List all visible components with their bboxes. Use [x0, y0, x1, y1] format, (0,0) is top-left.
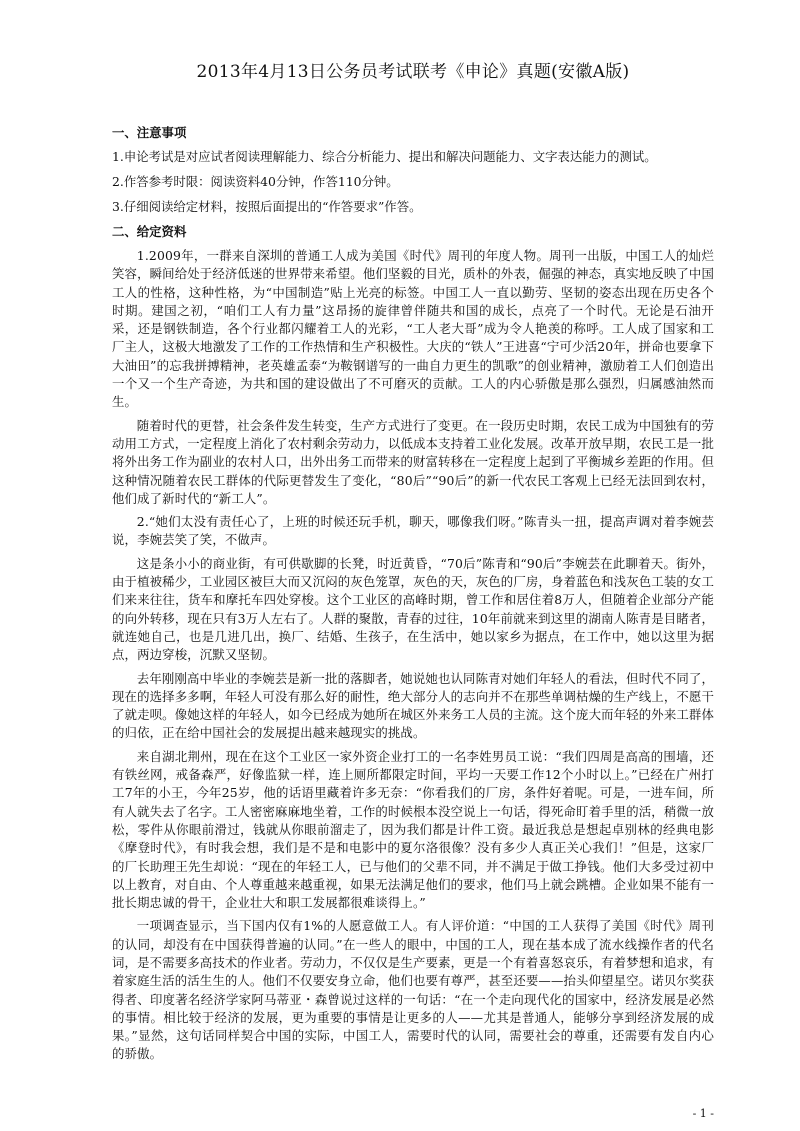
notice-item-1: 1.申论考试是对应试者阅读理解能力、综合分析能力、提出和解决问题能力、文字表达能力的测试。 [112, 149, 657, 164]
material-paragraph-1: 1.2009年，一群来自深圳的普通工人成为美国《时代》周刊的年度人物。周刊一出版，中国工人的灿烂笑容，瞬间给处于经济低迷的世界带来希望。他们坚毅的目光，质朴的外表，倔强的神态，真实地反映了中国工人的性格，这种性格，为“中国制造”贴上光亮的标签。中国工人一直以勤劳、坚韧的姿态出现在历史各个时期。建国之初，“咱们工人有力量”这昂扬的旋律曾伴随共和国的成长，点亮了一个时代。无论是石油开采，还是钢铁制造，各个行业都闪耀着工人的光彩，“工人老大哥”成为令人艳羡的称呼。工人成了国家和工厂主人，这极大地激发了工作的工作热情和生产积极性。大庆的“铁人”王进喜“宁可少活20年，拼命也要拿下大油田”的忘我拼搏精神，老英雄孟泰“为鞍钢谱写的一曲自力更生的凯歌”的创业精神，激励着工人们创造出一个又一个生产奇迹，为共和国的建设做出了不可磨灭的贡献。工人的内心骄傲是那么强烈，归属感油然而生。 [112, 248, 714, 410]
material-paragraph-7: 一项调查显示，当下国内仅有1%的人愿意做工人。有人评价道：“中国的工人获得了美国《时代》周刊的认同，却没有在中国获得普遍的认同。”在一些人的眼中，中国的工人，现在基本成了流水线操作者的代名词，是不需要多高技术的作业者。劳动力，不仅仅是生产要素，更是一个有着喜怒哀乐，有着梦想和追求，有着家庭生活的活生生的人。他们不仅要安身立命，他们也要有尊严，甚至还要——抬头仰望星空。诺贝尔奖获得者、印度著名经济学家阿马蒂亚・森曾说过这样的一句话：“在一个走向现代化的国家中，经济发展是必然的事情。相比较于经济的发展，更为重要的事情是让更多的人——尤其是普通人，能够分享到经济发展的成果。”显然，这句话同样契合中国的实际，中国工人，需要时代的认同，需要社会的尊重，还需要有发自内心的骄傲。 [112, 918, 714, 1062]
material-paragraph-2: 随着时代的更替，社会条件发生转变，生产方式进行了变更。在一段历史时期，农民工成为中国独有的劳动用工方式，一定程度上消化了农村剩余劳动力，以低成本支持着工业化发展。改革开放早期，农民工是一批将外出务工作为副业的农村人口，出外出务工而带来的财富转移在一定程度上起到了平衡城乡差距的作用。但这种情况随着农民工群体的代际更替发生了变化，“80后”“90后”的新一代农民工客观上已经无法回到农村，他们成了新时代的“新工人”。 [112, 417, 714, 506]
page-number: - 1 - [692, 1107, 714, 1120]
notice-heading: 一、注意事项 [112, 125, 187, 140]
notice-section [112, 124, 714, 216]
materials-heading: 二、给定资料 [112, 224, 187, 239]
material-paragraph-6: 来自湖北荆州，现在在这个工业区一家外资企业打工的一名李姓男员工说：“我们四周是高高的围墙，还有铁丝网，戒备森严，好像监狱一样，连上厕所都限定时间，平均一天要工作12个小时以上。”已经在广州打工7年的小王，今年25岁，他的话语里藏着许多无奈：“你看我们的厂房，条件好着呢。可是，一进车间，所有人就失去了名字。工人密密麻麻地坐着，工作的时候根本没空说上一句话，得死命盯着手里的活，稍微一放松，零件从你眼前滑过，钱就从你眼前溜走了，因为我们都是计件工资。最近我总是想起卓别林的经典电影《摩登时代》，有时我会想，我们是不是和电影中的夏尔洛很像？没有多少人真正关心我们！”但是，这家厂的厂长助理王先生却说：“现在的年轻工人，已与他们的父辈不同，并不满足于做工挣钱。他们大多受过初中以上教育，对自由、个人尊重越来越重视，如果无法满足他们的要求，他们马上就会跳槽。企业如果不能有一批长期忠诚的骨干，企业壮大和职工发展都很难谈得上。” [112, 748, 714, 911]
material-paragraph-5: 去年刚刚高中毕业的李婉芸是新一批的落脚者，她说她也认同陈青对她们年轻人的看法，但时代不同了，现在的选择多多啊，年轻人可没有那么好的耐性，绝大部分人的志向并不在那些单调枯燥的生产线上，不愿干了就走呗。像她这样的年轻人，如今已经成为她所在城区外来务工人员的主流。这个庞大而年轻的外来工群体的归依，正在给中国社会的发展提出越来越现实的挑战。 [112, 670, 714, 741]
notice-item-2: 2.作答参考时限：阅读资料40分钟，作答110分钟。 [112, 174, 399, 189]
material-paragraph-4: 这是条小小的商业街，有可供歇脚的长凳，时近黄昏，“70后”陈青和“90后”李婉芸在此聊着天。街外，由于植被稀少，工业园区被巨大而又沉闷的灰色笼罩，灰色的天，灰色的厂房，身着蓝色和浅灰色工装的女工们来来往往，货车和摩托车四处穿梭。这个工业区的高峰时期，曾工作和居住着8万人，但随着企业部分产能的向外转移，现在只有3万人左右了。人群的聚散，青春的过往，10年前就来到这里的湖南人陈青是目睹者，就连她自己，也是几进几出，换厂、结婚、生孩子，在生活中，她以家乡为据点，在工作中，她以这里为据点，两边穿梭，沉默又坚韧。 [112, 555, 714, 663]
material-paragraph-3: 2.“她们太没有责任心了，上班的时候还玩手机，聊天，哪像我们呀。”陈青头一扭，提高声调对着李婉芸说，李婉芸笑了笑，不做声。 [112, 514, 714, 548]
document-title: 2013年4月13日公务员考试联考《申论》真题(安徽A版) [196, 62, 630, 82]
notice-item-3: 3.仔细阅读给定材料，按照后面提出的“作答要求”作答。 [112, 199, 422, 214]
materials-section [112, 223, 714, 1064]
